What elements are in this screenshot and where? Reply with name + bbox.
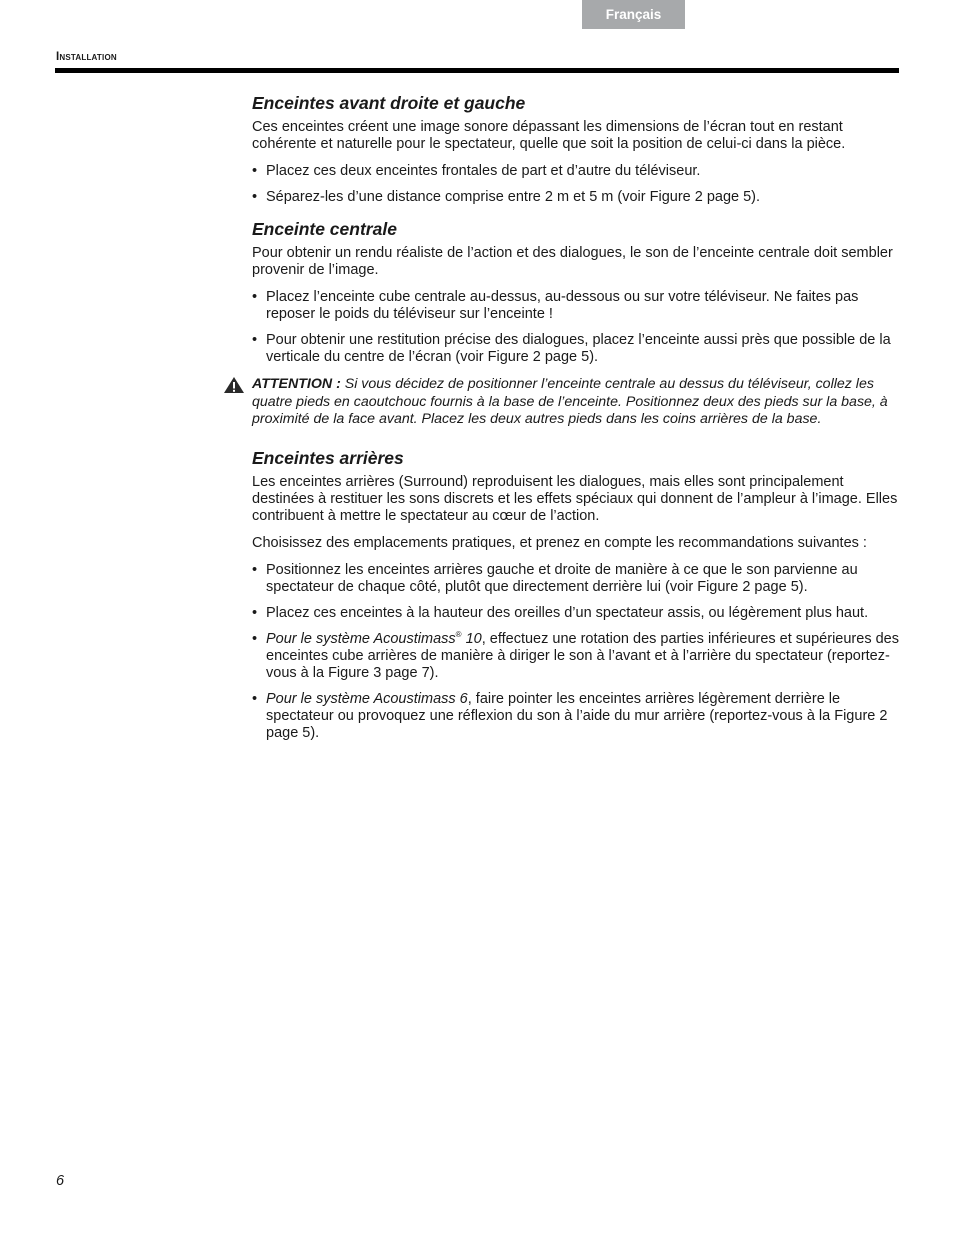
list-item-text: Placez ces enceintes à la hauteur des oreilles d’un spectateur assis, ou légèrement plus haut. xyxy=(266,604,869,621)
bullet-marker: • xyxy=(252,561,258,578)
system-name: Pour le système Acoustimass xyxy=(266,630,456,647)
list-item xyxy=(252,332,900,366)
section-intro: Pour obtenir un rendu réaliste de l’action et des dialogues, le son de l’enceinte centrale doit sembler provenir de l’image. xyxy=(252,245,893,278)
list-item-rest: , effectuez une rotation des parties inférieures et supérieures des enceintes cube arrières de manière à diriger le son à l’avant et à l’arrière du spectateur (reportez-vous à la Figure 3 page 7). xyxy=(266,630,899,681)
bullet-marker: • xyxy=(252,690,258,707)
list-item-rest: , faire pointer les enceintes arrières légèrement derrière le spectateur ou provoquez une réflexion du son à l’aide du mur arrière (reportez-vous à la Figure 2 page 5). xyxy=(266,690,888,741)
list-item-text: Pour obtenir une restitution précise des dialogues, placez l’enceinte aussi près que possible de la verticale du centre de l’écran (voir Figure 2 page 5). xyxy=(266,332,891,365)
page-number: 6 xyxy=(56,1173,65,1189)
list-item-text xyxy=(266,631,899,681)
warning-icon xyxy=(223,376,245,394)
list-item xyxy=(252,691,900,742)
registered-mark: ® xyxy=(455,629,462,639)
bullet-list xyxy=(252,562,900,742)
header-rule xyxy=(55,68,899,73)
bullet-marker: • xyxy=(252,604,258,621)
bullet-marker: • xyxy=(252,289,258,305)
main-content xyxy=(252,92,900,751)
section-intro: Les enceintes arrières (Surround) reproduisent les dialogues, mais elles sont principalement destinées à restituer les sons discrets et les effets spéciaux qui donnent de l’ampleur à l’image. Elles contribuent à mettre le spectateur au cœur de l’action. xyxy=(252,473,898,524)
list-item-text: Positionnez les enceintes arrières gauche et droite de manière à ce que le son parvienne au spectateur de chaque côté, plutôt que directement derrière lui (voir Figure 2 page 5). xyxy=(266,561,858,595)
list-item-text: Placez ces deux enceintes frontales de part et d’autre du téléviseur. xyxy=(266,163,701,179)
list-item xyxy=(252,605,900,622)
section-header: Installation xyxy=(56,51,117,63)
section-center-speaker xyxy=(252,218,900,429)
list-item-text: Séparez-les d’une distance comprise entre 2 m et 5 m (voir Figure 2 page 5). xyxy=(266,189,761,205)
list-item xyxy=(252,631,900,682)
section-intro: Ces enceintes créent une image sonore dépassant les dimensions de l’écran tout en restant cohérente et naturelle pour le spectateur, quelle que soit la position de celui-ci dans la pièce. xyxy=(252,119,846,152)
section-title: Enceintes avant droite et gauche xyxy=(252,93,526,113)
section-intro-2: Choisissez des emplacements pratiques, et prenez en compte les recommandations suivantes : xyxy=(252,534,867,551)
bullet-marker: • xyxy=(252,630,258,647)
bullet-marker: • xyxy=(252,189,258,205)
bullet-list xyxy=(252,163,900,206)
list-item-text: Placez l’enceinte cube centrale au-dessus, au-dessous ou sur votre téléviseur. Ne faites pas reposer le poids du téléviseur sur l’enceinte ! xyxy=(266,289,859,322)
section-title: Enceinte centrale xyxy=(252,219,397,239)
caution-note xyxy=(252,376,900,429)
language-tab[interactable]: Français xyxy=(582,0,685,29)
bullet-marker: • xyxy=(252,163,258,179)
bullet-list xyxy=(252,289,900,366)
caution-label: ATTENTION : xyxy=(252,376,341,392)
section-title: Enceintes arrières xyxy=(252,447,404,468)
list-item xyxy=(252,562,900,596)
list-item xyxy=(252,189,900,206)
system-model: 10 xyxy=(461,630,482,647)
section-rear-speakers xyxy=(252,447,900,742)
list-item-text xyxy=(266,691,887,741)
list-item xyxy=(252,163,900,180)
system-name: Pour le système Acoustimass 6 xyxy=(266,690,468,707)
list-item xyxy=(252,289,900,323)
section-front-speakers xyxy=(252,92,900,206)
caution-text: Si vous décidez de positionner l’enceinte centrale au dessus du téléviseur, collez les quatre pieds en caoutchouc fournis à la base de l’enceinte. Positionnez deux des pieds sur la base, à proximité de la face avant. Placez les deux autres pieds dans les coins arrières de la base. xyxy=(252,376,888,427)
bullet-marker: • xyxy=(252,332,258,348)
